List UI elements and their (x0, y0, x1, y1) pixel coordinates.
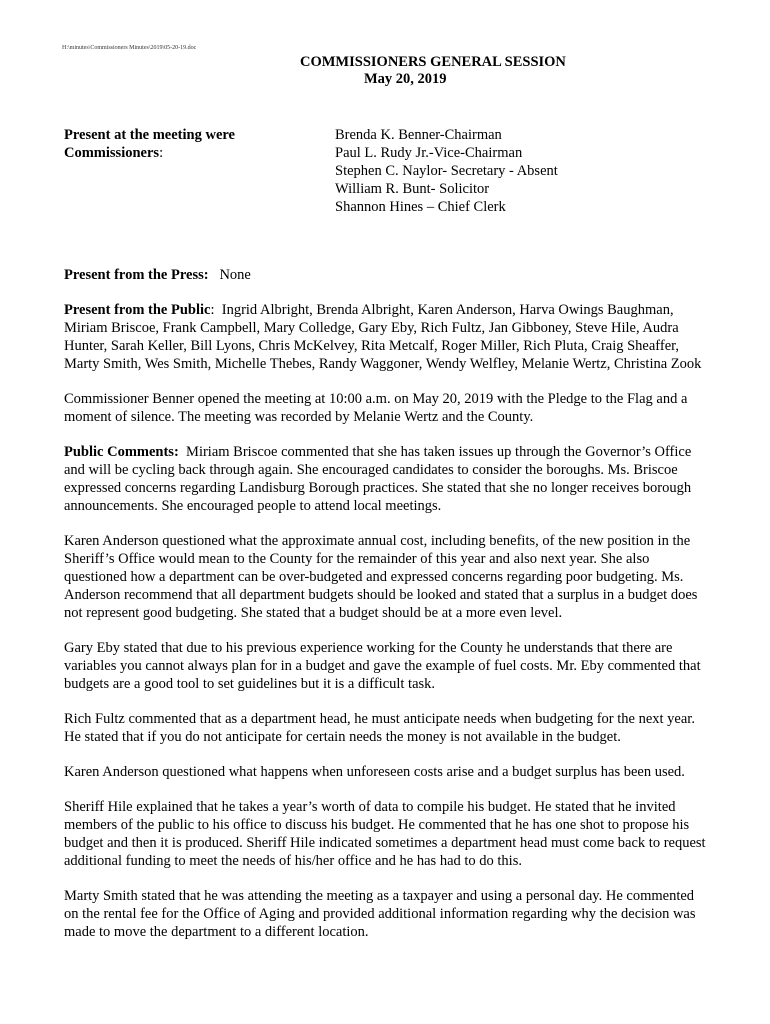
present-label: Present at the meeting were Commissioners: (64, 127, 235, 161)
public-paragraph: Present from the Public: Ingrid Albright, Brenda Albright, Karen Anderson, Harva Owings Baughman, Miriam Briscoe, Frank Campbell, Mary Colledge, Gary Eby, Rich Fultz, Jan Gibboney, Steve Hile, Audra Hunter, Sarah Keller, Bill Lyons, Chris McKelvey, Rita Metcalf, Roger Miller, Rich Pluta, Craig Sheaffer, Marty Smith, Wes Smith, Michelle Thebes, Randy Waggoner, Wendy Welfley, Melanie Wertz, Christina Zook (64, 302, 702, 372)
file-path: H:\minutes\Commissioners Minutes\2019\05-20-19.doc (62, 45, 197, 51)
list-item: Paul L. Rudy Jr.-Vice-Chairman (335, 145, 523, 161)
public-label: Present from the Public (64, 302, 211, 318)
paragraph: Marty Smith stated that he was attending the meeting as a taxpayer and using a personal day. He commented on the rental fee for the Office of Aging and provided additional information regarding why the decision was made to move the department to a different location. (64, 888, 696, 940)
paragraph: Karen Anderson questioned what the approximate annual cost, including benefits, of the new position in the Sheriff’s Office would mean to the County for the remainder of this year and also next year. She also questioned how a department can be over-budgeted and expressed concerns regarding poor budgeting. Ms. Anderson recommend that all department budgets should be looked and stated that a surplus in a budget does not represent good budgeting. She stated that a budget should be at a more even level. (64, 533, 698, 621)
list-item: William R. Bunt- Solicitor (335, 181, 490, 197)
present-label-line1: Present at the meeting were (64, 127, 235, 143)
paragraph: Karen Anderson questioned what happens when unforeseen costs arise and a budget surplus has been used. (64, 764, 685, 780)
minutes-body (64, 266, 712, 958)
public-comments-paragraph (64, 443, 712, 515)
public-value: Ingrid Albright, Brenda Albright, Karen Anderson, Harva Owings Baughman, Miriam Briscoe, Frank Campbell, Mary Colledge, Gary Eby, Rich Fultz, Jan Gibboney, Steve Hile, Audra Hunter, Sarah Keller, Bill Lyons, Chris McKelvey, Rita Metcalf, Roger Miller, Rich Pluta, Craig Sheaffer, Marty Smith, Wes Smith, Michelle Thebes, Randy Waggoner, Wendy Welfley, Melanie Wertz, Christina Zook (64, 302, 702, 372)
press-value: None (219, 267, 251, 283)
document-title: COMMISSIONERS GENERAL SESSION (300, 54, 566, 70)
opening-paragraph: Commissioner Benner opened the meeting at 10:00 a.m. on May 20, 2019 with the Pledge to the Flag and a moment of silence. The meeting was recorded by Melanie Wertz and the County. (64, 391, 688, 425)
meeting-date: May 20, 2019 (364, 71, 447, 87)
public-comments-label: Public Comments: (64, 444, 179, 460)
paragraph: Rich Fultz commented that as a department head, he must anticipate needs when budgeting for the next year. He stated that if you do not anticipate for certain needs the money is not available in the budget. (64, 711, 695, 745)
public-comments-text: Miriam Briscoe commented that she has taken issues up through the Governor’s Office and will be cycling back through again. She encouraged candidates to consider the boroughs. Ms. Briscoe expressed concerns regarding Landisburg Borough practices. She stated that she no longer receives borough announcements. She encouraged people to attend local meetings. (64, 444, 692, 514)
list-item: Brenda K. Benner-Chairman (335, 127, 502, 143)
commissioners-list (335, 126, 558, 216)
present-label-line2: Commissioners (64, 145, 160, 161)
press-paragraph (64, 266, 712, 284)
document-header (300, 54, 566, 88)
list-item: Shannon Hines – Chief Clerk (335, 199, 506, 215)
list-item: Stephen C. Naylor- Secretary - Absent (335, 163, 558, 179)
paragraph: Sheriff Hile explained that he takes a year’s worth of data to compile his budget. He stated that he invited members of the public to his office to discuss his budget. He commented that he has one shot to propose his budget and then it is produced. Sheriff Hile indicated sometimes a department head must come back to request additional funding to meet the needs of his/her office and he has had to do this. (64, 799, 706, 869)
paragraph: Gary Eby stated that due to his previous experience working for the County he understands that there are variables you cannot always plan for in a budget and gave the example of fuel costs. Mr. Eby commented that budgets are a good tool to set guidelines but it is a difficult task. (64, 640, 701, 692)
press-label: Present from the Press: (64, 267, 209, 283)
